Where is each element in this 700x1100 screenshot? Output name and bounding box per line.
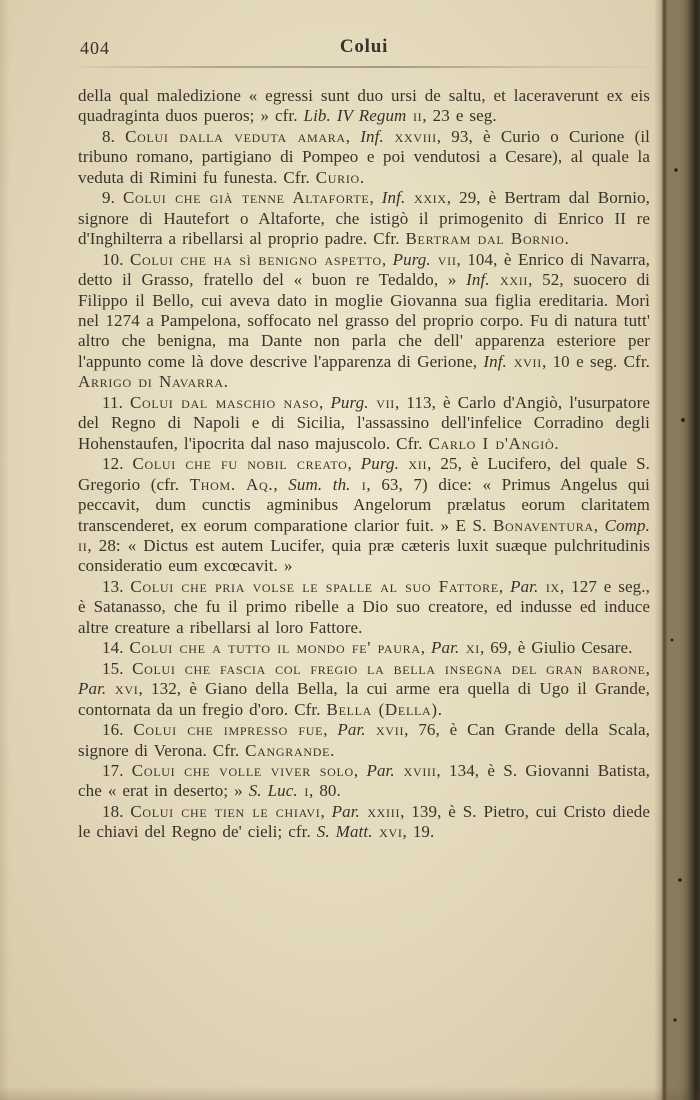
text-segment: 8. [102,126,126,146]
paragraph-continuation [78,86,650,127]
text-segment: Colui che tien le chiavi [130,801,321,821]
text-segment: xvii [365,720,405,740]
paragraph-entry-12 [78,454,650,577]
text-segment: xxii [489,270,529,290]
text-segment: 10. [102,249,130,269]
text-segment: Bertram dal Bornio [405,229,565,249]
text-segment: , 23 e seg. [422,106,497,126]
text-segment: ii [78,535,88,555]
text-segment: , 63, 7) dice: « Primus Angelus qui peccavit, dum cunctis agminibus Angelorum prælatus eorum claritatem transcenderet, ex eorum comparatione clarior fuit. » E S. [78,474,651,535]
text-segment: Thom. Aq. [189,474,274,494]
text-segment: ix [538,576,560,596]
text-segment: , 10 e seg. Cfr. [541,351,650,371]
text-segment: , 29, è Bertram dal Bornio, signore di Hautefort o Altaforte, che istigò il primogenito di Enrico II re d'Inghilterra a ribellarsi al proprio padre. Cfr. [78,188,650,249]
text-segment: , 93, è Curio o Curione (il tribuno romano, partigiano di Pompeo e poi vendutosi a Cesare), al quale la veduta di Rimini fu funesta. Cfr. [78,126,650,187]
paragraph-entry-14 [78,638,650,658]
paragraph-entry-13 [78,577,650,638]
text-segment: 17. [102,760,132,780]
text-segment: i [297,781,310,801]
paragraph-entry-11 [78,393,650,454]
text-segment: S. Matt. [316,822,373,842]
page-header [78,36,650,62]
text-segment: , [369,188,382,208]
text-segment: Arrigo di Navarra [78,372,224,392]
text-segment: vii [430,249,457,269]
text-segment: , 52, suocero di Filippo il Bello, cui aveva dato in moglie Giovanna sua figlia ereditaria. Morì nel 1274 a Pampelona, soffocato nel grasso del proprio corpo. Fu di natura tutt' altro che benigna, ma Dante non parla che dell' apparenza esteriore per l'appunto come là dove descrive l'apparenza di Gerione, [78,270,650,371]
text-segment: Inf. [483,351,507,371]
text-segment: xxiii [359,801,401,821]
text-segment: Par. [78,679,107,699]
text-segment: , 76, è Can Grande della Scala, signore di Verona. Cfr. [78,720,651,760]
text-segment: , 25, è Lucifero, del quale S. Gregorio (cfr. [78,454,650,494]
text-segment: , [273,474,289,494]
text-segment: Colui che ha sì benigno aspetto [130,249,382,269]
text-segment: , [593,515,605,535]
text-segment: Inf. [466,270,490,290]
text-segment: , 127 e seg., è Satanasso, che fu il primo ribelle a Dio suo creatore, ed indusse ed induce altre creature a ribellarsi al loro Fattore. [78,576,650,637]
text-segment: . [554,433,559,453]
text-segment: , [353,760,367,780]
text-block [78,86,650,843]
text-segment: , [345,126,361,146]
text-segment: xii [398,454,428,474]
text-segment: , [645,658,650,678]
text-segment: Inf. [381,188,406,208]
text-segment: Sum. th. [288,474,351,494]
text-segment: xvii [506,351,542,371]
text-segment: , [498,576,511,596]
text-segment: , [323,720,338,740]
text-segment: i [350,474,367,494]
text-segment: , [347,454,361,474]
text-segment: 15. [102,658,133,678]
text-segment: 18. [102,801,131,821]
text-segment: Par. [337,720,366,740]
text-segment: Cangrande [245,740,331,760]
text-segment: xviii [394,760,437,780]
page-number: 404 [80,38,110,58]
text-segment: 11. [102,392,130,412]
text-segment: 16. [102,720,134,740]
text-segment: 9. [102,188,123,208]
text-segment: ii [406,106,423,126]
left-edge-shade [0,0,10,1100]
text-segment: S. Luc. [248,781,298,801]
text-segment: Colui che pria volse le spalle al suo Fattore [130,576,499,596]
text-segment: Colui che fu nobil creato [132,454,348,474]
text-segment: , [420,638,432,658]
text-segment: Colui che impresso fue [133,720,324,740]
text-segment: . [359,167,365,187]
paragraph-entry-18 [78,802,650,843]
paragraph-entry-9 [78,188,650,249]
text-segment: 14. [102,638,130,658]
text-segment: , 113, è Carlo d'Angiò, l'usurpatore del Regno di Napoli e di Sicilia, l'assassino dell'infelice Corradino degli Hohenstaufen, l'ipocrita dal naso majuscolo. Cfr. [78,392,651,453]
text-segment: 13. [102,576,131,596]
text-segment: Par. [431,638,460,658]
paragraph-entry-17 [78,761,650,802]
text-segment: Colui che già tenne Altaforte [122,188,370,208]
text-segment: Purg. [330,392,369,412]
text-segment: Colui che a tutto il mondo fe' paura [129,638,421,658]
text-segment: Par. [510,576,539,596]
text-segment: Lib. IV Regum [303,106,407,126]
text-segment: . [437,699,443,719]
text-segment: Colui dal maschio naso [130,392,319,412]
text-segment: , 132, è Giano della Bella, la cui arme era quella di Ugo il Grande, contornata da un fregio d'oro. Cfr. [78,679,650,719]
text-segment: Inf. [360,126,384,146]
text-segment: Comp. [604,515,650,535]
paragraph-entry-16 [78,720,650,761]
text-segment: xxviii [383,126,437,146]
text-segment: , 69, è Giulio Cesare. [479,638,633,658]
paragraph-entry-8 [78,127,650,188]
text-segment: , 19. [402,822,435,842]
text-segment: xxix [405,188,447,208]
text-segment: Purg. [360,454,399,474]
text-segment: , 134, è S. Giovanni Batista, che « erat in deserto; » [78,760,651,801]
text-segment: della qual maledizione « egressi sunt duo ursi de saltu, et laceraverunt ex eis quadraginta duos pueros; » cfr. [78,86,650,126]
text-segment: vii [368,392,395,412]
paragraph-entry-15 [78,659,650,720]
text-segment: Colui dalla veduta amara [125,126,346,146]
paragraph-entry-10 [78,250,650,393]
text-segment: Par. [366,760,395,780]
text-segment: , [320,801,332,821]
text-segment: xi [459,638,480,658]
text-segment: . [223,372,229,392]
text-segment: , 139, è S. Pietro, cui Cristo diede le chiavi del Regno de' cieli; cfr. [78,801,650,842]
header-rule [78,66,650,68]
text-segment: Purg. [392,249,431,269]
text-segment: , 104, è Enrico di Navarra, detto il Grasso, fratello del « buon re Tedaldo, » [78,249,650,290]
text-segment: xvi [372,822,403,842]
text-segment: , [319,392,331,412]
text-segment: . [330,740,335,760]
text-segment: xvi [106,679,139,699]
text-segment: Colui che volle viver solo [131,760,354,780]
bottom-edge-shade [0,1086,700,1100]
text-segment: Bonaventura [492,515,594,535]
text-segment: 12. [102,454,133,474]
text-segment: , [381,249,393,269]
text-segment: Par. [331,801,360,821]
text-segment: , 28: « Dictus est autem Lucifer, quia præ cæteris luxit suæque pulchritudinis consideratio eum excœcavit. » [78,535,650,576]
book-edge-shadow [654,0,700,1100]
text-segment: . [564,229,569,249]
text-segment: Bella (Della) [326,699,438,719]
text-segment: Curio [315,167,360,187]
text-segment: Colui che fascia col fregio la bella insegna del gran barone [132,658,646,678]
text-segment: Carlo I d'Angiò [428,433,555,453]
text-segment: , 80. [309,781,341,801]
running-title: Colui [339,36,389,57]
